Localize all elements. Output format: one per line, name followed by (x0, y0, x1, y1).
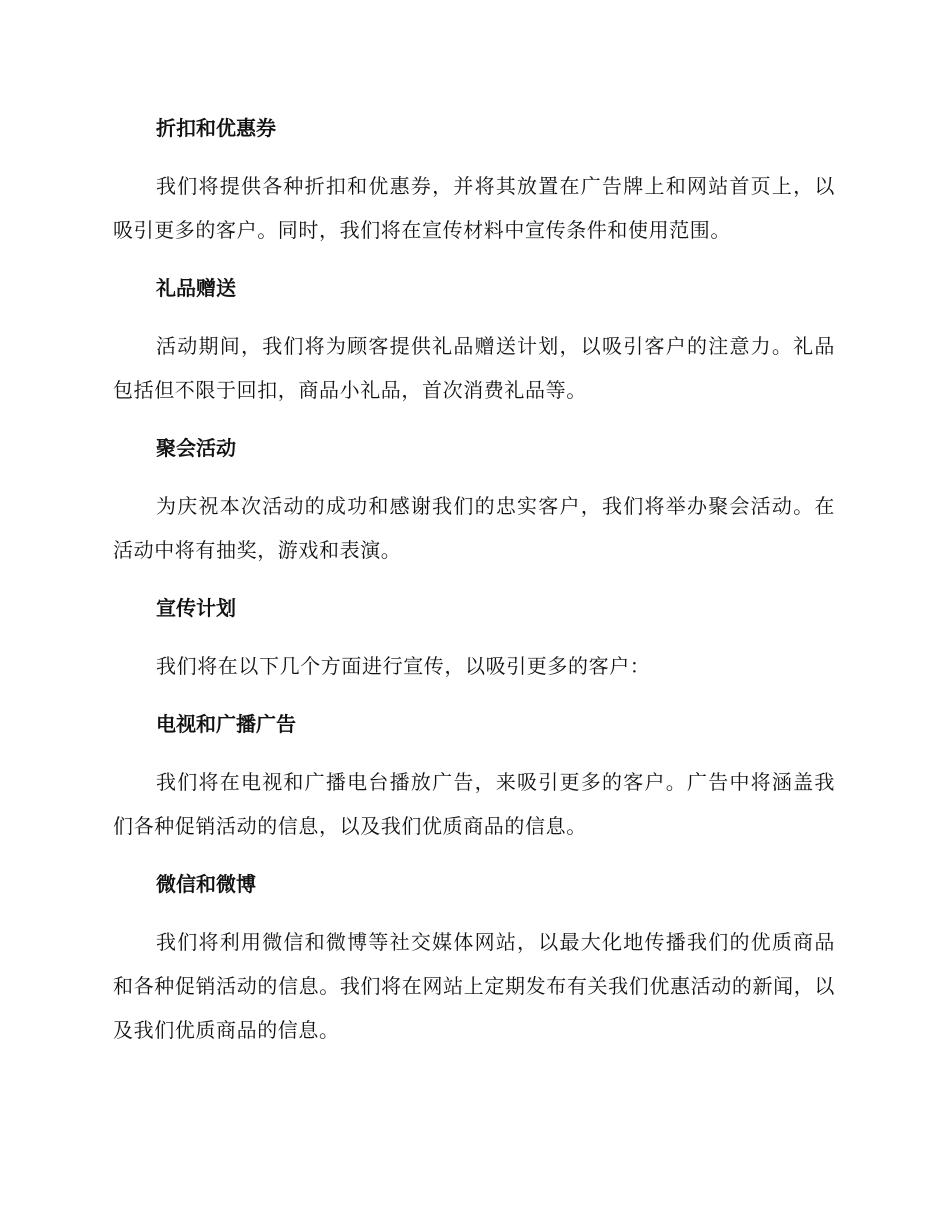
section-body-promotion-plan: 我们将在以下几个方面进行宣传，以吸引更多的客户： (156, 654, 651, 678)
section-heading-promotion-plan: 宣传计划 (156, 596, 236, 620)
section-heading-gifts: 礼品赠送 (156, 276, 236, 300)
section-body-gifts: 活动期间，我们将为顾客提供礼品赠送计划，以吸引客户的注意力。礼品包括但不限于回扣，商品小礼品，首次消费礼品等。 (113, 334, 835, 402)
document-content (113, 106, 835, 1066)
section-body-discounts: 我们将提供各种折扣和优惠券，并将其放置在广告牌上和网站首页上，以吸引更多的客户。同时，我们将在宣传材料中宣传条件和使用范围。 (113, 174, 835, 242)
section-heading-discounts: 折扣和优惠券 (156, 116, 276, 140)
section-heading-wechat-weibo: 微信和微博 (156, 872, 256, 896)
section-body-tv-radio: 我们将在电视和广播电台播放广告，来吸引更多的客户。广告中将涵盖我们各种促销活动的信息，以及我们优质商品的信息。 (113, 770, 835, 838)
section-heading-tv-radio: 电视和广播广告 (156, 712, 296, 736)
section-body-wechat-weibo: 我们将利用微信和微博等社交媒体网站，以最大化地传播我们的优质商品和各种促销活动的信息。我们将在网站上定期发布有关我们优惠活动的新闻，以及我们优质商品的信息。 (113, 930, 835, 1042)
section-heading-party: 聚会活动 (156, 436, 236, 460)
section-body-party: 为庆祝本次活动的成功和感谢我们的忠实客户，我们将举办聚会活动。在活动中将有抽奖，游戏和表演。 (113, 494, 835, 562)
